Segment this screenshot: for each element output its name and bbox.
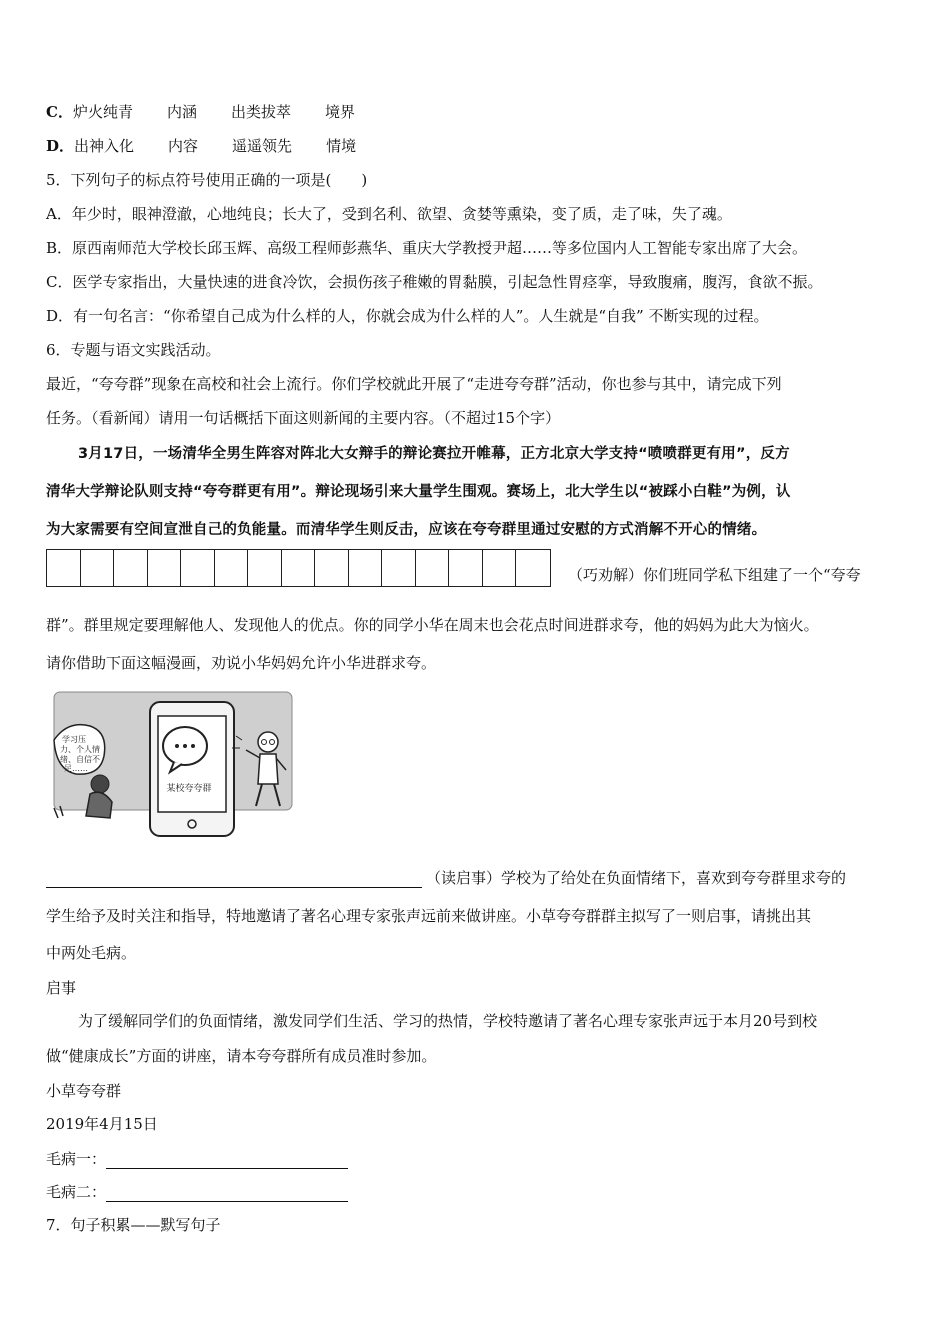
grid-cell[interactable]: [449, 550, 483, 586]
grid-cell[interactable]: [47, 550, 81, 586]
q6-intro-line2: 任务。（看新闻）请用一句话概括下面这则新闻的主要内容。（不超过15个字）: [46, 409, 561, 427]
grid-cell[interactable]: [215, 550, 249, 586]
bubble-line3: 绪、自信不: [60, 755, 100, 764]
phone-group-label: 某校夸夸群: [166, 784, 212, 794]
notice-body-line1: 为了缓解同学们的负面情绪，激发同学们生活、学习的热情，学校特邀请了著名心理专家张声远于本月20号到校: [78, 1012, 818, 1030]
grid-cell[interactable]: [315, 550, 349, 586]
q5-option-c: C．医学专家指出，大量快速的进食冷饮，会损伤孩子稚嫩的胃黏膜，引起急性胃痉挛，导致腹痛，腹泻，食欲不振。: [46, 273, 823, 291]
notice-signature: 小草夸夸群: [46, 1082, 122, 1100]
bubble-line1: 学习压: [62, 735, 86, 744]
q5-option-d: D．有一句名言：“你希望自己成为什么样的人，你就会成为什么样的人”。人生就是“自我” 不断实现的过程。: [46, 307, 769, 325]
notice-date: 2019年4月15日: [46, 1115, 158, 1133]
news-line2: 清华大学辩论队则支持“夸夸群更有用”。辩论现场引来大量学生围观。赛场上，北大学生以“被踩小白鞋”为例，认: [46, 484, 791, 500]
grid-cell[interactable]: [516, 550, 550, 586]
persuade-line2: 群”。群里规定要理解他人、发现他人的优点。你的同学小华在周末也会花点时间进群求夸，他的妈妈为此大为恼火。: [46, 616, 819, 634]
grid-cell[interactable]: [114, 550, 148, 586]
bubble-line4: 足……: [64, 764, 88, 773]
notice-body-line2: 做“健康成长”方面的讲座，请本夸夸群所有成员准时参加。: [46, 1047, 437, 1065]
grid-cell[interactable]: [81, 550, 115, 586]
grid-cell[interactable]: [416, 550, 450, 586]
q5-option-a: A．年少时，眼神澄澈，心地纯良；长大了，受到名利、欲望、贪婪等熏染，变了质，走了味，失了魂。: [46, 205, 732, 223]
grid-cell[interactable]: [282, 550, 316, 586]
notice-title: 启事: [46, 979, 77, 997]
notice-task-line3: 中两处毛病。: [46, 944, 137, 962]
bubble-line2: 力、个人情: [60, 745, 100, 754]
news-line1: 3月17日，一场清华全男生阵容对阵北大女辩手的辩论赛拉开帷幕，正方北京大学支持“喷喷群更有用”，反方: [78, 446, 790, 462]
answer-line-persuade[interactable]: [46, 868, 422, 888]
q7-stem: 7．句子积累——默写句子: [46, 1216, 221, 1234]
flaw-two: 毛病二：: [46, 1182, 348, 1202]
grid-cell[interactable]: [349, 550, 383, 586]
flaw-two-answer-line[interactable]: [106, 1185, 348, 1202]
grid-cell[interactable]: [148, 550, 182, 586]
flaw-one-answer-line[interactable]: [106, 1152, 348, 1169]
grid-cell[interactable]: [382, 550, 416, 586]
q5-stem: 5．下列句子的标点符号使用正确的一项是( ): [46, 171, 368, 189]
persuade-line3: 请你借助下面这幅漫画，劝说小华妈妈允许小华进群求夸。: [46, 654, 437, 672]
grid-cell[interactable]: [248, 550, 282, 586]
news-line3: 为大家需要有空间宣泄自己的负能量。而清华学生则反击，应该在夸夸群里通过安慰的方式消解不开心的情绪。: [46, 522, 767, 538]
grid-cell[interactable]: [181, 550, 215, 586]
answer-grid[interactable]: [46, 549, 551, 587]
notice-task-line2: 学生给予及时关注和指导，特地邀请了著名心理专家张声远前来做讲座。小草夸夸群群主拟写了一则启事，请挑出其: [46, 907, 812, 925]
flaw-one: 毛病一：: [46, 1149, 348, 1169]
q4-option-c: C．炉火纯青 内涵 出类拔萃 境界: [46, 103, 356, 121]
q6-intro-line1: 最近，“夸夸群”现象在高校和社会上流行。你们学校就此开展了“走进夸夸群”活动，你也参与其中，请完成下列: [46, 375, 782, 393]
cartoon-illustration: [46, 690, 296, 840]
persuade-line1: （巧劝解）你们班同学私下组建了一个“夸夸: [568, 566, 861, 584]
notice-task-line1: （读启事）学校为了给处在负面情绪下，喜欢到夸夸群里求夸的: [426, 869, 847, 887]
q4-option-d: D．出神入化 内容 遥遥领先 情境: [46, 137, 357, 155]
grid-cell[interactable]: [483, 550, 517, 586]
cartoon-svg: [46, 690, 296, 840]
q5-option-b: B．原西南师范大学校长邱玉辉、高级工程师彭燕华、重庆大学教授尹超……等多位国内人工智能专家出席了大会。: [46, 239, 808, 257]
q6-stem: 6．专题与语文实践活动。: [46, 341, 221, 359]
